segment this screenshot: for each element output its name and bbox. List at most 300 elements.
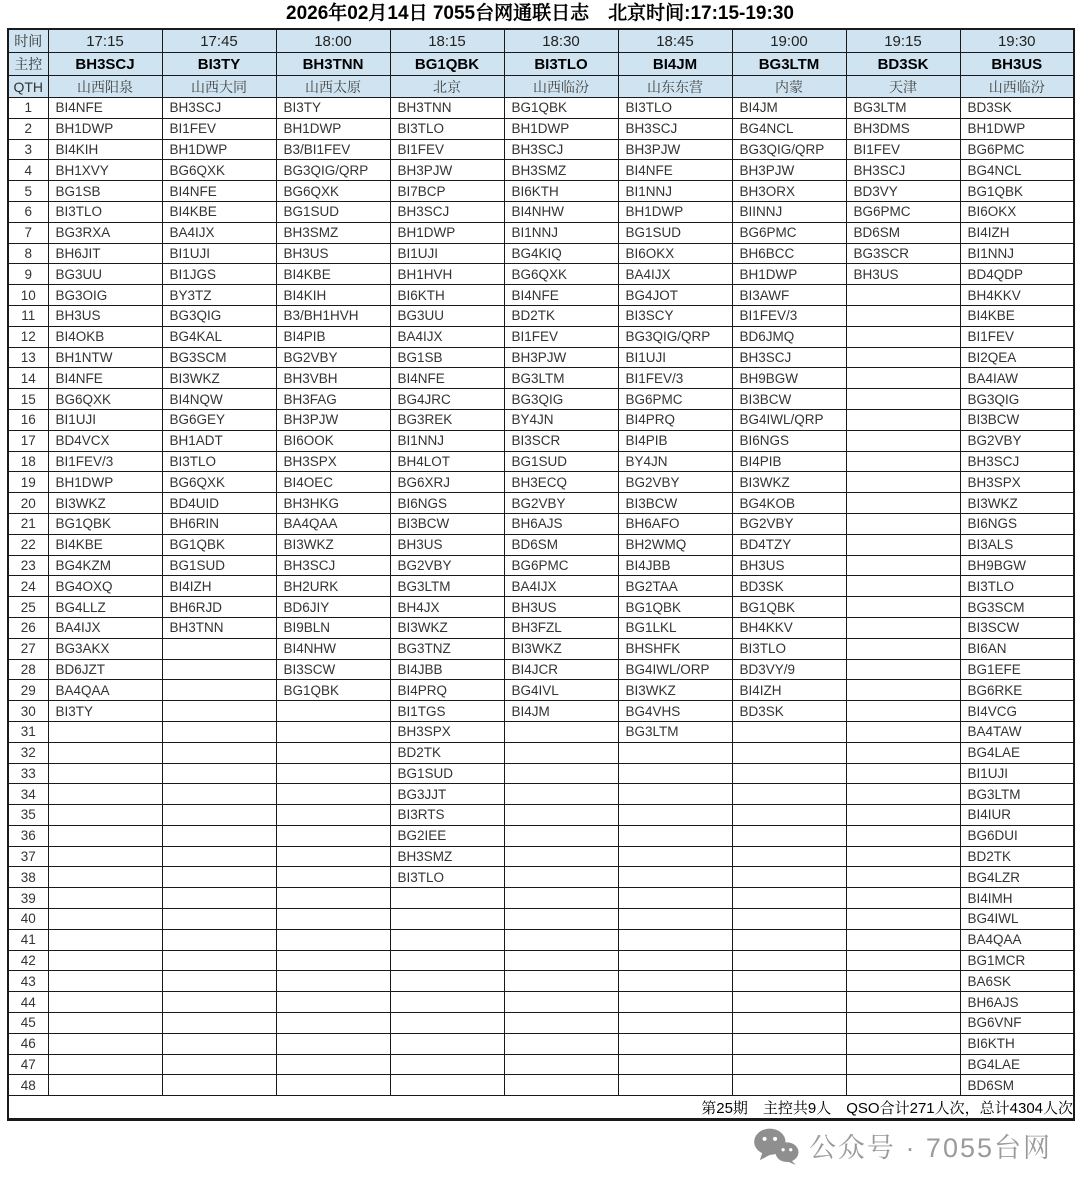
- table-row: [8, 98, 1074, 119]
- table-row: [8, 285, 1074, 306]
- log-cell: BD3VY/9: [732, 659, 846, 680]
- log-cell: [276, 1013, 390, 1034]
- log-cell: BI3RTS: [390, 805, 504, 826]
- log-cell: [504, 742, 618, 763]
- log-cell: BI6NGS: [390, 493, 504, 514]
- log-cell: BI6KTH: [504, 181, 618, 202]
- log-cell: [846, 992, 960, 1013]
- log-cell: [162, 888, 276, 909]
- log-cell: BI1FEV: [390, 139, 504, 160]
- log-cell: BH3PJW: [504, 347, 618, 368]
- log-cell: BG1SUD: [390, 763, 504, 784]
- log-cell: BH3VBH: [276, 368, 390, 389]
- log-cell: [618, 992, 732, 1013]
- qth-location-0: 山西阳泉: [48, 76, 162, 98]
- log-cell: [162, 846, 276, 867]
- log-cell: BH3FAG: [276, 389, 390, 410]
- log-cell: BA4QAA: [48, 680, 162, 701]
- log-cell: [732, 1054, 846, 1075]
- log-cell: BG3AKX: [48, 638, 162, 659]
- log-cell: BG4JOT: [618, 285, 732, 306]
- log-cell: [162, 992, 276, 1013]
- log-cell: [846, 701, 960, 722]
- log-cell: BH3SCJ: [390, 201, 504, 222]
- log-cell: BG6PMC: [846, 201, 960, 222]
- table-row: [8, 534, 1074, 555]
- table-row: [8, 389, 1074, 410]
- log-cell: [846, 1033, 960, 1054]
- table-row: [8, 721, 1074, 742]
- table-row: [8, 659, 1074, 680]
- row-number: 41: [8, 929, 48, 950]
- log-cell: BG4VHS: [618, 701, 732, 722]
- log-cell: BG1SUD: [276, 201, 390, 222]
- log-cell: [162, 929, 276, 950]
- log-cell: BG4IWL/ORP: [618, 659, 732, 680]
- log-cell: [162, 867, 276, 888]
- log-cell: BI3TLO: [618, 98, 732, 119]
- log-cell: BG6PMC: [618, 389, 732, 410]
- log-cell: BI4PIB: [732, 451, 846, 472]
- log-cell: BY4JN: [504, 409, 618, 430]
- log-cell: [162, 950, 276, 971]
- log-cell: [162, 680, 276, 701]
- log-cell: [504, 763, 618, 784]
- log-cell: BG1LKL: [618, 617, 732, 638]
- log-cell: BH2URK: [276, 576, 390, 597]
- log-cell: [276, 1033, 390, 1054]
- log-cell: BI3WKZ: [390, 617, 504, 638]
- log-cell: [48, 846, 162, 867]
- log-cell: BG1QBK: [48, 513, 162, 534]
- row-number: 13: [8, 347, 48, 368]
- log-cell: [276, 929, 390, 950]
- log-cell: [48, 825, 162, 846]
- row-number: 25: [8, 597, 48, 618]
- log-cell: BA4IJX: [162, 222, 276, 243]
- row-number: 14: [8, 368, 48, 389]
- log-cell: BI3TLO: [732, 638, 846, 659]
- log-cell: BD3SK: [732, 701, 846, 722]
- log-cell: BG4NCL: [732, 118, 846, 139]
- row-number: 29: [8, 680, 48, 701]
- row-number: 15: [8, 389, 48, 410]
- log-cell: BG6QXK: [162, 472, 276, 493]
- log-cell: BG3QIG: [504, 389, 618, 410]
- qth-location-2: 山西太原: [276, 76, 390, 98]
- table-row: [8, 326, 1074, 347]
- log-cell: BIINNJ: [732, 201, 846, 222]
- log-cell: BD3SK: [960, 98, 1074, 119]
- log-cell: [846, 597, 960, 618]
- row-number: 22: [8, 534, 48, 555]
- log-cell: BI3TY: [276, 98, 390, 119]
- row-number: 1: [8, 98, 48, 119]
- log-cell: BG1QBK: [732, 597, 846, 618]
- log-cell: [390, 1075, 504, 1096]
- log-cell: BI9BLN: [276, 617, 390, 638]
- table-row: [8, 1013, 1074, 1034]
- time-slot-header-7: 19:15: [846, 29, 960, 53]
- log-cell: BG6QXK: [504, 264, 618, 285]
- log-cell: BI6KTH: [390, 285, 504, 306]
- log-cell: BY3TZ: [162, 285, 276, 306]
- log-cell: BD6SM: [504, 534, 618, 555]
- log-cell: BH6AFO: [618, 513, 732, 534]
- log-cell: BI4JBB: [390, 659, 504, 680]
- log-table-body: [8, 98, 1074, 1096]
- table-row: [8, 513, 1074, 534]
- log-cell: BA4QAA: [276, 513, 390, 534]
- row-number: 12: [8, 326, 48, 347]
- table-row: [8, 1075, 1074, 1096]
- log-cell: BI1NNJ: [390, 430, 504, 451]
- row-number: 39: [8, 888, 48, 909]
- log-cell: [48, 971, 162, 992]
- log-cell: BG2TAA: [618, 576, 732, 597]
- log-cell: BH3SPX: [960, 472, 1074, 493]
- table-row: [8, 368, 1074, 389]
- log-cell: BH1DWP: [162, 139, 276, 160]
- log-cell: BH3SPX: [390, 721, 504, 742]
- table-row: [8, 243, 1074, 264]
- log-cell: [732, 721, 846, 742]
- log-cell: BG6QXK: [48, 389, 162, 410]
- log-cell: [390, 1033, 504, 1054]
- log-cell: BH1DWP: [618, 201, 732, 222]
- summary-row: [8, 1096, 1074, 1120]
- row-number: 27: [8, 638, 48, 659]
- log-cell: [846, 638, 960, 659]
- log-cell: [846, 534, 960, 555]
- time-slot-header-8: 19:30: [960, 29, 1074, 53]
- log-cell: [846, 472, 960, 493]
- row-number: 23: [8, 555, 48, 576]
- log-cell: [162, 1013, 276, 1034]
- log-cell: BH3US: [48, 305, 162, 326]
- net-control-callsign-0: BH3SCJ: [48, 53, 162, 76]
- table-row: [8, 451, 1074, 472]
- log-cell: BI1NNJ: [504, 222, 618, 243]
- log-cell: BI1FEV: [504, 326, 618, 347]
- net-control-callsign-3: BG1QBK: [390, 53, 504, 76]
- log-cell: [732, 909, 846, 930]
- qth-location-6: 内蒙: [732, 76, 846, 98]
- row-number: 30: [8, 701, 48, 722]
- log-cell: [390, 909, 504, 930]
- log-cell: BG1QBK: [960, 181, 1074, 202]
- log-cell: [618, 763, 732, 784]
- log-cell: BI6OKX: [960, 201, 1074, 222]
- log-cell: [846, 555, 960, 576]
- log-cell: BI1TGS: [390, 701, 504, 722]
- log-cell: BI3WKZ: [504, 638, 618, 659]
- row-number: 9: [8, 264, 48, 285]
- table-row: [8, 638, 1074, 659]
- log-cell: BI6NGS: [960, 513, 1074, 534]
- watermark-text: 公众号 · 7055台网: [808, 1133, 1052, 1164]
- log-cell: [504, 784, 618, 805]
- log-cell: BH3US: [732, 555, 846, 576]
- log-cell: [48, 950, 162, 971]
- table-row: [8, 347, 1074, 368]
- log-cell: BI3WKZ: [276, 534, 390, 555]
- log-cell: [48, 763, 162, 784]
- log-cell: [48, 1075, 162, 1096]
- row-number: 18: [8, 451, 48, 472]
- row-number: 38: [8, 867, 48, 888]
- net-control-row-label: 主控: [8, 53, 48, 76]
- log-cell: BG3SCR: [846, 243, 960, 264]
- log-cell: BD6JIY: [276, 597, 390, 618]
- net-control-callsign-2: BH3TNN: [276, 53, 390, 76]
- log-cell: BH1NTW: [48, 347, 162, 368]
- time-slot-header-1: 17:45: [162, 29, 276, 53]
- log-cell: BI4NFE: [390, 368, 504, 389]
- row-number: 5: [8, 181, 48, 202]
- log-cell: [276, 784, 390, 805]
- log-cell: BG4LLZ: [48, 597, 162, 618]
- table-row: [8, 139, 1074, 160]
- row-number: 26: [8, 617, 48, 638]
- net-control-callsign-8: BH3US: [960, 53, 1074, 76]
- log-cell: BD6JMQ: [732, 326, 846, 347]
- log-cell: [48, 784, 162, 805]
- log-cell: BG4KAL: [162, 326, 276, 347]
- log-cell: BH3US: [504, 597, 618, 618]
- log-cell: [162, 1075, 276, 1096]
- log-cell: BG4LAE: [960, 742, 1074, 763]
- row-number: 32: [8, 742, 48, 763]
- log-cell: [846, 784, 960, 805]
- row-number: 7: [8, 222, 48, 243]
- log-cell: BH6AJS: [960, 992, 1074, 1013]
- log-cell: [504, 1013, 618, 1034]
- log-cell: [48, 929, 162, 950]
- log-cell: [48, 992, 162, 1013]
- log-cell: [48, 888, 162, 909]
- log-cell: BI1FEV/3: [48, 451, 162, 472]
- log-cell: BI3BCW: [960, 409, 1074, 430]
- qth-location-8: 山西临汾: [960, 76, 1074, 98]
- qth-location-3: 北京: [390, 76, 504, 98]
- log-cell: BG3QIG/QRP: [276, 160, 390, 181]
- table-row: [8, 222, 1074, 243]
- log-cell: BI3SCW: [276, 659, 390, 680]
- log-cell: BG3JJT: [390, 784, 504, 805]
- log-cell: BH9BGW: [732, 368, 846, 389]
- log-cell: BG1EFE: [960, 659, 1074, 680]
- log-cell: [618, 825, 732, 846]
- log-cell: [846, 680, 960, 701]
- table-row: [8, 576, 1074, 597]
- log-cell: BA4IJX: [504, 576, 618, 597]
- log-cell: BI4JM: [504, 701, 618, 722]
- log-cell: [390, 1054, 504, 1075]
- log-cell: BH3SCJ: [162, 98, 276, 119]
- row-number: 42: [8, 950, 48, 971]
- log-cell: BG4KIQ: [504, 243, 618, 264]
- time-header-row: [8, 29, 1074, 53]
- log-cell: [162, 805, 276, 826]
- table-row: [8, 1054, 1074, 1075]
- log-cell: [846, 659, 960, 680]
- table-row: [8, 430, 1074, 451]
- log-cell: [390, 971, 504, 992]
- net-log-table: [7, 28, 1075, 1121]
- table-row: [8, 264, 1074, 285]
- log-cell: BI6OOK: [276, 430, 390, 451]
- log-cell: BI1NNJ: [960, 243, 1074, 264]
- log-cell: [732, 825, 846, 846]
- row-number: 28: [8, 659, 48, 680]
- table-row: [8, 201, 1074, 222]
- log-cell: BD3VY: [846, 181, 960, 202]
- time-slot-header-0: 17:15: [48, 29, 162, 53]
- log-cell: BI3ALS: [960, 534, 1074, 555]
- log-cell: [846, 805, 960, 826]
- log-cell: [48, 909, 162, 930]
- log-cell: [504, 888, 618, 909]
- log-cell: [504, 1033, 618, 1054]
- log-cell: [162, 721, 276, 742]
- log-cell: BG2VBY: [276, 347, 390, 368]
- log-cell: [846, 617, 960, 638]
- wechat-icon: [753, 1127, 799, 1165]
- log-cell: [390, 1013, 504, 1034]
- log-cell: [390, 929, 504, 950]
- log-cell: BG3QIG/QRP: [732, 139, 846, 160]
- log-cell: [504, 950, 618, 971]
- row-number: 3: [8, 139, 48, 160]
- qth-location-7: 天津: [846, 76, 960, 98]
- log-cell: BI1FEV/3: [618, 368, 732, 389]
- log-cell: [162, 742, 276, 763]
- row-number: 19: [8, 472, 48, 493]
- log-cell: BI4KIH: [276, 285, 390, 306]
- log-cell: [846, 451, 960, 472]
- log-cell: [276, 888, 390, 909]
- log-table-foot: [8, 1096, 1074, 1120]
- log-table-head: [8, 29, 1074, 98]
- log-cell: [846, 493, 960, 514]
- log-cell: [504, 867, 618, 888]
- log-cell: BG1SUD: [504, 451, 618, 472]
- log-cell: [846, 1013, 960, 1034]
- log-cell: BH3PJW: [276, 409, 390, 430]
- log-cell: [504, 909, 618, 930]
- log-cell: BI4IMH: [960, 888, 1074, 909]
- log-cell: BI4KBE: [162, 201, 276, 222]
- row-number: 11: [8, 305, 48, 326]
- log-cell: BD2TK: [504, 305, 618, 326]
- log-cell: BI4JBB: [618, 555, 732, 576]
- log-cell: [504, 825, 618, 846]
- log-cell: [732, 1033, 846, 1054]
- log-cell: BD4UID: [162, 493, 276, 514]
- log-cell: [846, 971, 960, 992]
- log-cell: BA4TAW: [960, 721, 1074, 742]
- log-cell: BH3SMZ: [276, 222, 390, 243]
- table-row: [8, 867, 1074, 888]
- log-cell: BH1ADT: [162, 430, 276, 451]
- log-cell: [846, 409, 960, 430]
- log-cell: BI3WKZ: [48, 493, 162, 514]
- log-cell: [162, 1033, 276, 1054]
- log-cell: BI1UJI: [390, 243, 504, 264]
- log-cell: [390, 950, 504, 971]
- log-cell: [276, 867, 390, 888]
- log-cell: [618, 929, 732, 950]
- log-cell: [846, 430, 960, 451]
- watermark: [0, 1126, 1052, 1165]
- log-cell: BI4NFE: [162, 181, 276, 202]
- log-cell: BG6PMC: [504, 555, 618, 576]
- log-cell: BI3TLO: [162, 451, 276, 472]
- log-cell: BD6SM: [960, 1075, 1074, 1096]
- log-cell: BG6QXK: [276, 181, 390, 202]
- log-cell: BG3LTM: [846, 98, 960, 119]
- log-cell: BG1SUD: [618, 222, 732, 243]
- log-cell: BH3DMS: [846, 118, 960, 139]
- log-cell: BI4OEC: [276, 472, 390, 493]
- log-cell: BG1SUD: [162, 555, 276, 576]
- log-cell: BH3SPX: [276, 451, 390, 472]
- log-cell: BI4NHW: [504, 201, 618, 222]
- row-number: 24: [8, 576, 48, 597]
- log-cell: [618, 1075, 732, 1096]
- log-cell: [162, 701, 276, 722]
- log-cell: [846, 763, 960, 784]
- log-cell: BG6XRJ: [390, 472, 504, 493]
- log-cell: BI3WKZ: [162, 368, 276, 389]
- row-number: 46: [8, 1033, 48, 1054]
- log-cell: BG3LTM: [504, 368, 618, 389]
- log-cell: BH6BCC: [732, 243, 846, 264]
- log-cell: BG3REK: [390, 409, 504, 430]
- log-cell: [276, 950, 390, 971]
- log-cell: [846, 576, 960, 597]
- row-number: 47: [8, 1054, 48, 1075]
- log-cell: BI1UJI: [618, 347, 732, 368]
- log-cell: [276, 825, 390, 846]
- log-cell: BI4IZH: [162, 576, 276, 597]
- log-cell: [504, 1075, 618, 1096]
- log-cell: BH3PJW: [732, 160, 846, 181]
- table-row: [8, 971, 1074, 992]
- log-cell: [618, 867, 732, 888]
- table-row: [8, 472, 1074, 493]
- log-cell: BG1QBK: [618, 597, 732, 618]
- row-number: 8: [8, 243, 48, 264]
- table-row: [8, 617, 1074, 638]
- log-cell: BH1DWP: [732, 264, 846, 285]
- table-row: [8, 305, 1074, 326]
- log-cell: [732, 929, 846, 950]
- log-cell: BA4IJX: [48, 617, 162, 638]
- log-cell: [48, 1054, 162, 1075]
- log-cell: BH6AJS: [504, 513, 618, 534]
- log-cell: BG2VBY: [390, 555, 504, 576]
- log-cell: BI4KIH: [48, 139, 162, 160]
- log-cell: [846, 929, 960, 950]
- table-row: [8, 409, 1074, 430]
- log-cell: BH4KKV: [960, 285, 1074, 306]
- log-cell: BG1SB: [48, 181, 162, 202]
- time-slot-header-5: 18:45: [618, 29, 732, 53]
- log-cell: BD4VCX: [48, 430, 162, 451]
- log-cell: [618, 784, 732, 805]
